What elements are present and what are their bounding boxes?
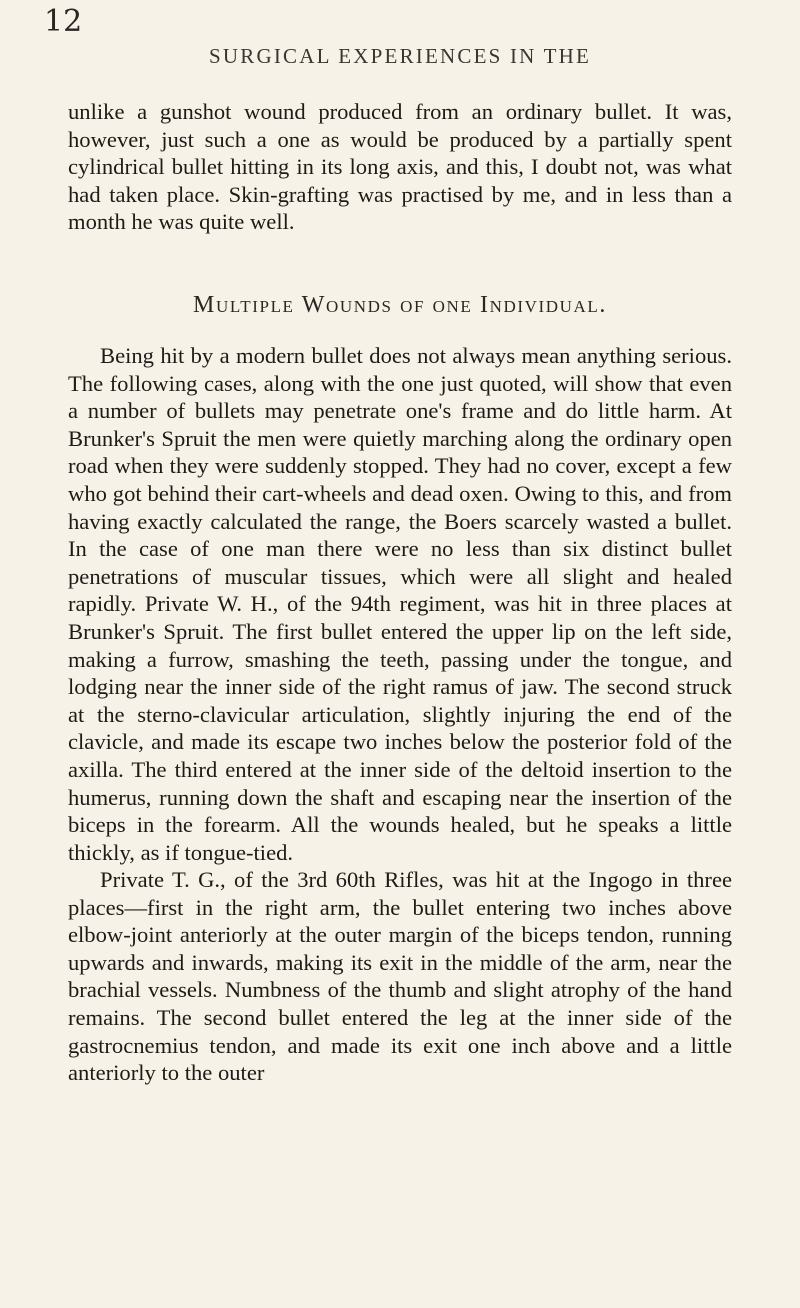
page-number: 12: [44, 4, 83, 39]
running-head: SURGICAL EXPERIENCES IN THE: [209, 44, 591, 68]
paragraph-continuation: unlike a gunshot wound produced from an ordinary bullet. It was, however, just such a one as would be produced by a partially spent cylindrical bullet hitting in its long axis, and this, I doubt not, was what had taken place. Skin-grafting was practised by me, and in less than a month he was quite well.: [68, 99, 732, 235]
paragraph-multiple-wounds: Being hit by a modern bullet does not always mean anything serious. The following cases, along with the one just quoted, will show that even a number of bullets may penetrate one's frame and do little harm. At Brunker's Spruit the men were quietly marching along the ordinary open road when they were suddenly stopped. They had no cover, except a few who got behind their cart-wheels and dead oxen. Owing to this, and from having exactly calculated the range, the Boers scarcely wasted a bullet. In the case of one man there were no less than six distinct bullet penetrations of muscular tissues, which were all slight and healed rapidly. Private W. H., of the 94th regiment, was hit in three places at Brunker's Spruit. The first bullet entered the upper lip on the left side, making a furrow, smashing the teeth, passing under the tongue, and lodging near the inner side of the right ramus of jaw. The second struck at the sterno-clavicular articulation, slightly injuring the end of the clavicle, and made its escape two inches below the posterior fold of the axilla. The third entered at the inner side of the deltoid insertion to the humerus, running down the shaft and escaping near the insertion of the biceps in the forearm. All the wounds healed, but he speaks a little thickly, as if tongue-tied.: [68, 343, 732, 865]
section-heading: Multiple Wounds of one Individual.: [193, 292, 607, 318]
paragraph-private-tg: Private T. G., of the 3rd 60th Rifles, was hit at the Ingogo in three places—first in the right arm, the bullet entering two inches above elbow-joint anteriorly at the outer margin of the biceps tendon, running upwards and inwards, making its exit in the middle of the arm, near the brachial vessels. Numbness of the thumb and slight atrophy of the hand remains. The second bullet entered the leg at the inner side of the gastrocnemius tendon, and made its exit one inch above and a little anteriorly to the outer: [68, 867, 732, 1086]
